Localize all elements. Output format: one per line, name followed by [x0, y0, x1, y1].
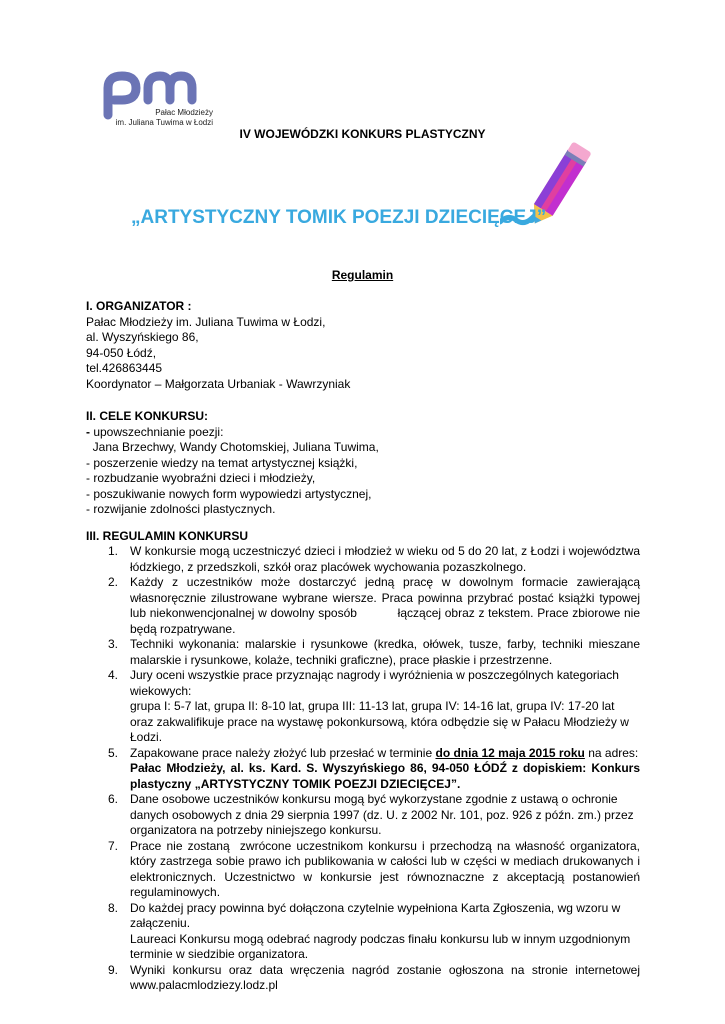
- submission-address: Pałac Młodzieży, al. ks. Kard. S. Wyszyńskiego 86, 94-050 ŁÓDŹ z dopiskiem: Konkurs plastyczny „ARTYSTYCZNY TOMIK POEZJI DZIECIĘCEJ”.: [130, 761, 640, 791]
- organizer-line: al. Wyszyńskiego 86,: [86, 330, 199, 344]
- goal-text: upowszechnianie poezji:: [90, 424, 224, 439]
- rule-text: [130, 746, 640, 762]
- rule-text: Dane osobowe uczestników konkursu mogą być wykorzystane zgodnie z ustawą o ochronie danych osobowych z dnia 29 sierpnia 1997 (dz. U. z 2002 Nr. 101, poz. 926 z późn. zm.) przez organizatora na potrzeby niniejszego konkursu.: [130, 792, 634, 837]
- rule-text: Prace nie zostaną zwrócone uczestnikom konkursu i przechodzą na własność organizatora, który zastrzega sobie prawo ich publikowania w całości lub w części w mediach drukowanych i elektronicznych. Uczestnictwo w konkursie jest równoznaczne z akceptacją postanowień regulaminowych.: [130, 838, 644, 899]
- rule-item: [86, 575, 644, 637]
- rule-number: 4.: [108, 668, 119, 682]
- rule-number: 6.: [108, 792, 119, 806]
- rule-number: 8.: [108, 900, 119, 915]
- deadline-date: do dnia 12 maja 2015 roku: [435, 745, 585, 760]
- goal-item: - poszerzenie wiedzy na temat artystycznej książki,: [86, 455, 358, 470]
- rule-number: 1.: [108, 544, 119, 558]
- organizer-heading: I. ORGANIZATOR :: [86, 299, 192, 313]
- organizer-section: [86, 299, 350, 392]
- rule-item: [86, 746, 640, 793]
- rule-item: [86, 901, 640, 963]
- rule-item: [86, 792, 640, 839]
- goal-item: [86, 425, 379, 441]
- rule-text: Każdy z uczestników może dostarczyć jedną pracę w dowolnym formacie zawierającą własnoręcznie zilustrowane wybrane wiersze. Praca powinna przybrać postać książki typowej lub niekonwencjonalnej w dowolny sposób łączącej obraz z tekstem. Prace zbiorowe nie będą rozpatrywane.: [130, 575, 644, 636]
- goal-dash: -: [86, 424, 90, 439]
- rules-list: [86, 544, 644, 994]
- logo-caption-line2: im. Juliana Tuwima w Łodzi: [115, 118, 213, 127]
- rule-text: Jury oceni wszystkie prace przyznając nagrody i wyróżnienia w poszczególnych kategoriach wiekowych:: [130, 668, 619, 698]
- rule-item: [86, 544, 640, 575]
- rule-item: [86, 963, 640, 994]
- goal-item: Jana Brzechwy, Wandy Chotomskiej, Juliana Tuwima,: [86, 440, 379, 454]
- rule-text: grupa I: 5-7 lat, grupa II: 8-10 lat, grupa III: 11-13 lat, grupa IV: 14-16 lat, grupa IV: 17-20 lat: [130, 699, 615, 713]
- rule-number: 2.: [108, 575, 119, 589]
- rule-number: 7.: [108, 838, 119, 853]
- rule-number: 9.: [108, 962, 119, 977]
- rule-text: Do każdej pracy powinna być dołączona czytelnie wypełniona Karta Zgłoszenia, wg wzoru w załączeniu.: [130, 900, 621, 930]
- rules-heading: III. REGULAMIN KONKURSU: [86, 529, 248, 543]
- organizer-line: tel.426863445: [86, 361, 163, 375]
- rule-text-part: na adres:: [584, 745, 639, 760]
- rule-text-part: Zapakowane prace należy złożyć lub przesłać w terminie: [130, 745, 436, 760]
- goals-heading: II. CELE KONKURSU:: [86, 409, 209, 423]
- goals-section: [86, 409, 379, 518]
- logo-caption-line1: Pałac Młodzieży: [155, 108, 213, 117]
- rule-number: 5.: [108, 745, 119, 760]
- goal-item: - poszukiwanie nowych form wypowiedzi artystycznej,: [86, 486, 372, 501]
- organizer-line: Koordynator – Małgorzata Urbaniak - Wawrzyniak: [86, 376, 351, 391]
- rule-text: Techniki wykonania: malarskie i rysunkowe (kredka, ołówek, tusze, farby, techniki mieszane malarskie i rysunkowe, kolaże, techniki graficzne), prace płaskie i przestrzenne.: [130, 637, 640, 667]
- main-title: „ARTYSTYCZNY TOMIK POEZJI DZIECIĘCEJ”: [131, 207, 547, 228]
- goal-item: - rozbudzanie wyobraźni dzieci i młodzieży,: [86, 471, 316, 485]
- rule-item: [86, 637, 640, 668]
- regulamin-heading: Regulamin: [331, 268, 394, 282]
- organizer-line: Pałac Młodzieży im. Juliana Tuwima w Łodzi,: [86, 314, 326, 329]
- rule-number: 3.: [108, 637, 119, 651]
- rule-text: Laureaci Konkursu mogą odebrać nagrody podczas finału konkursu lub w innym uzgodnionym terminie w siedzibie organizatora.: [130, 931, 631, 961]
- goal-item: - rozwijanie zdolności plastycznych.: [86, 502, 276, 516]
- rule-item: [86, 838, 644, 901]
- rule-item: [86, 668, 640, 746]
- rule-text: Wyniki konkursu oraz data wręczenia nagród zostanie ogłoszona na stronie internetowej www.palacmlodziezy.lodz.pl: [130, 962, 640, 992]
- rule-text: W konkursie mogą uczestniczyć dzieci i młodzież w wieku od 5 do 20 lat, z Łodzi i województwa łódzkiego, z przedszkoli, szkół oraz placówek wychowania pozaszkolnego.: [130, 544, 640, 574]
- rule-text: oraz zakwalifikuje prace na wystawę pokonkursową, która odbędzie się w Pałacu Młodzieży w Łodzi.: [130, 714, 629, 744]
- logo-caption: [18, 108, 213, 128]
- organizer-line: 94-050 Łódź,: [86, 345, 157, 360]
- contest-title: IV WOJEWÓDZKI KONKURS PLASTYCZNY: [239, 127, 486, 141]
